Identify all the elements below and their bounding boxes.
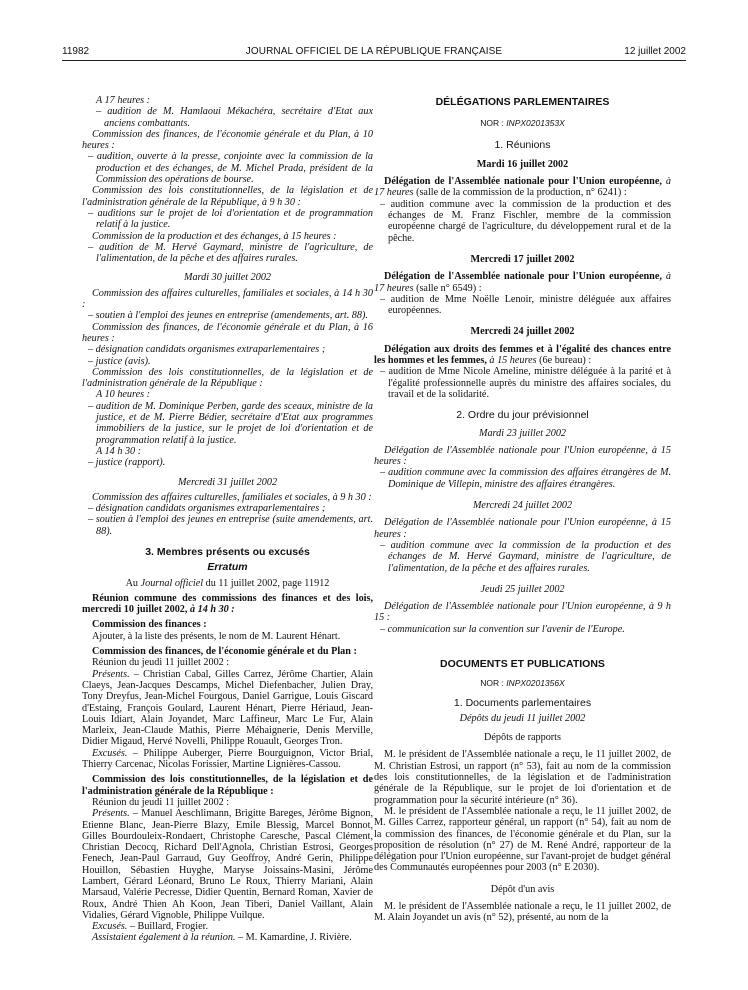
page-number: 11982 [62, 46, 90, 57]
agenda-item: – audition de M. Hervé Gaymard, ministre de l'agriculture, de l'alimentation, de la pêche et des affaires rurales. [88, 241, 373, 265]
delegation-heading: Délégation de l'Assemblée nationale pour l'Union européenne, à 17 heures (salle n° 6549) : [374, 271, 671, 294]
section-heading: 3. Membres présents ou excusés [145, 545, 310, 558]
agenda-item: – soutien à l'emploi des jeunes en entreprise (amendements, art. 88). [88, 310, 368, 322]
right-column [374, 95, 671, 924]
reunion-heading: Réunion commune des commissions des finances et des lois, mercredi 10 juillet 2002, à 14 h 30 : [82, 592, 373, 616]
commission-heading: Commission des affaires culturelles, familiales et sociales, à 9 h 30 : [92, 491, 372, 503]
commission-heading: Commission des lois constitutionnelles, de la législation et de l'administration générale de la République, à 9 h 30 : [82, 185, 373, 208]
commission-heading: Commission des finances : [92, 619, 207, 631]
delegation-heading: Délégation de l'Assemblée nationale pour l'Union européenne, à 15 heures : [374, 517, 671, 540]
agenda-item: – audition de M. Dominique Perben, garde des sceaux, ministre de la justice, et de M. Pierre Bédier, secrétaire d'Etat aux programmes immobiliers de la justice, sur le projet de loi d'orientation et de programmation relatif à la justice. [88, 400, 373, 446]
date-heading: Mercredi 24 juillet 2002 [472, 500, 573, 512]
agenda-item: – communication sur la convention sur l'avenir de l'Europe. [380, 623, 625, 635]
agenda-item: – désignation candidats organismes extraparlementaires ; [88, 503, 326, 515]
time-label: A 14 h 30 : [96, 445, 142, 457]
agenda-item: – audition commune avec la commission des affaires étrangères de M. Dominique de Villepin, ministre des affaires étrangères. [380, 467, 671, 490]
delegation-heading: Délégation de l'Assemblée nationale pour l'Union européenne, à 9 h 15 : [374, 601, 671, 624]
excused-list: Excusés. – Philippe Auberger, Pierre Bourguignon, Victor Brial, Thierry Carcenac, Nicolas Forissier, Martine Lignières-Cassou. [82, 747, 373, 771]
section-heading: 1. Documents parlementaires [453, 696, 592, 709]
erratum-heading: Erratum [207, 561, 248, 574]
delegation-heading: Délégation de l'Assemblée nationale pour l'Union européenne, à 15 heures : [374, 444, 671, 468]
date-heading: Mercredi 24 juillet 2002 [470, 326, 575, 338]
section-title: DOCUMENTS ET PUBLICATIONS [440, 657, 605, 670]
date-heading: Mardi 16 juillet 2002 [476, 158, 569, 170]
issue-date: 12 juillet 2002 [624, 46, 686, 57]
agenda-item: – désignation candidats organismes extraparlementaires ; [88, 344, 326, 356]
agenda-item: – justice (rapport). [88, 457, 166, 469]
agenda-item: – audition commune avec la commission de la production et des échanges de M. Hervé Gaymard, ministre de l'agriculture, de l'alimentation, de la pêche et des affaires rurales. [380, 539, 671, 574]
journal-title: JOURNAL OFFICIEL DE LA RÉPUBLIQUE FRANÇAISE [245, 46, 503, 57]
commission-heading: Commission des finances, de l'économie générale et du Plan, à 16 heures : [82, 321, 373, 344]
agenda-item: – audition, ouverte à la presse, conjointe avec la commission de la production et des échanges, de M. Michel Prada, président de la Commission des opérations de bourse. [88, 151, 373, 186]
date-heading: Jeudi 25 juillet 2002 [480, 583, 565, 595]
present-list: Présents. – Christian Cabal, Gilles Carrez, Jérôme Chartier, Alain Claeys, Jean-Jacques Descamps, Michel Diefenbacher, Julien Dray, Tony Dreyfus, Jean-Michel Fourgous, Daniel Garrigue, Louis Giscard d'Estaing, François Goulard, Laurent Hénart, Pierre Hériaud, Jean-Louis Idiart, Alain Joyandet, Marc Laffineur, Marc Le Fur, Alain Marleix, Jean-Claude Mathis, Pierre Méhaignerie, Denis Merville, Didier Migaud, Hervé Novelli, Philippe Rouault, Georges Tron. [82, 668, 373, 748]
time-label: A 17 heures : [96, 95, 151, 106]
commission-heading: Commission des affaires culturelles, familiales et sociales, à 14 h 30 : [82, 287, 373, 311]
reunion-date: Réunion du jeudi 11 juillet 2002 : [92, 796, 230, 808]
section-heading: 2. Ordre du jour prévisionnel [456, 409, 589, 422]
agenda-item: – soutien à l'emploi des jeunes en entreprise (suite amendements, art. 88). [88, 514, 373, 537]
agenda-item: – audition de Mme Noëlle Lenoir, ministre déléguée aux affaires européennes. [380, 293, 671, 317]
commission-heading: Commission des lois constitutionnelles, de la législation et de l'administration générale de la République : [82, 366, 373, 390]
commission-heading: Commission des finances, de l'économie générale et du Plan : [92, 646, 357, 658]
agenda-item: – auditions sur le projet de loi d'orientation et de programmation relatif à la justice. [88, 207, 373, 231]
agenda-item: – audition commune avec la commission de la production et des échanges de M. Franz Fischler, membre de la commission européenne chargé de l'agriculture, du développement rural et de la pêche. [380, 198, 671, 244]
subheading: Dépôts de rapports [484, 732, 561, 744]
body-text: Ajouter, à la liste des présents, le nom de M. Laurent Hénart. [92, 630, 341, 642]
commission-heading: Commission des finances, de l'économie générale et du Plan, à 10 heures : [82, 128, 373, 152]
agenda-item: – audition de Mme Nicole Ameline, ministre déléguée à la parité et à l'égalité professionnelle auprès du ministre des affaires sociales, du travail et de la solidarité. [380, 366, 671, 400]
commission-heading: Commission de la production et des échanges, à 15 heures : [92, 230, 337, 242]
delegation-heading: Délégation aux droits des femmes et à l'égalité des chances entre les hommes et les femmes, à 15 heures (6e bureau) : [374, 343, 671, 367]
agenda-item: – justice (avis). [88, 355, 151, 367]
body-paragraph: M. le président de l'Assemblée nationale a reçu, le 11 juillet 2002, de M. Gilles Carrez, rapporteur général, un rapport (n° 54), fait au nom de la commission des finances, de l'économie générale et du Plan, sur la proposition de résolution (n° 27) de M. René André, rapporteur de la délégation pour l'Union européenne, sur l'avant-projet de budget général des Communautés européennes pour 2003 (n° E 2030). [374, 805, 671, 874]
reunion-date: Réunion du jeudi 11 juillet 2002 : [92, 657, 230, 669]
erratum-reference: Au Journal officiel du 11 juillet 2002, page 11912 [125, 577, 330, 589]
nor-reference: NOR : INPX0201353X [480, 118, 565, 129]
attendees-list: Assistaient également à la réunion. – M. Kamardine, J. Rivière. [92, 932, 352, 944]
left-column [82, 95, 373, 944]
date-heading: Mercredi 31 juillet 2002 [177, 476, 278, 488]
date-heading: Mardi 30 juillet 2002 [183, 272, 272, 284]
subheading: Dépôt d'un avis [490, 883, 555, 895]
commission-heading: Commission des lois constitutionnelles, de la législation et de l'administration générale de la République : [82, 774, 373, 797]
time-label: A 10 heures : [96, 389, 151, 401]
body-paragraph: M. le président de l'Assemblée nationale a reçu, le 11 juillet 2002, de M. Alain Joyandet un avis (n° 52), présenté, au nom de la [374, 901, 671, 924]
excused-list: Excusés. – Buillard, Frogier. [92, 921, 209, 933]
section-heading: 1. Réunions [494, 138, 551, 151]
date-heading: Dépôts du jeudi 11 juillet 2002 [459, 712, 586, 724]
agenda-item: – audition de M. Hamlaoui Mékachéra, secrétaire d'Etat aux anciens combattants. [96, 106, 373, 129]
section-title: DÉLÉGATIONS PARLEMENTAIRES [435, 96, 610, 108]
body-paragraph: M. le président de l'Assemblée nationale a reçu, le 11 juillet 2002, de M. Christian Estrosi, un rapport (n° 53), fait au nom de la commission des lois constitutionnelles, de la législation et de l'administration générale de la République, sur le projet de loi d'orientation et de programmation pour la sécurité intérieure (n° 36). [374, 749, 671, 806]
date-heading: Mercredi 17 juillet 2002 [470, 253, 575, 265]
delegation-heading: Délégation de l'Assemblée nationale pour l'Union européenne, à 17 heures (salle de la commission de la production, n° 6241) : [374, 176, 671, 199]
present-list: Présents. – Manuel Aeschlimann, Brigitte Bareges, Jérôme Bignon, Etienne Blanc, Jean-Pierre Blazy, Emile Blessig, Marcel Bonnot, Gilles Bourdouleix-Rondaert, Christophe Caresche, Pascal Clément, Christian Decocq, Richard Dell'Agnola, Christian Estrosi, Georges Fenech, Jean-Paul Garraud, Guy Geoffroy, André Gerin, Philippe Houillon, Sébastien Huyghe, Maryse Joissains-Masini, Jérôme Lambert, Gérard Léonard, Bruno Le Roux, Thierry Mariani, Alain Marsaud, Valérie Pecresse, Didier Quentin, Bernard Roman, Xavier de Roux, André Thien Ah Koon, Jean Tiberi, Daniel Vaillant, Alain Vidalies, Gérard Vignoble, Philippe Vuilque. [82, 808, 373, 921]
date-heading: Mardi 23 juillet 2002 [478, 427, 567, 439]
nor-reference: NOR : INPX0201356X [480, 678, 565, 689]
page-header [62, 45, 686, 61]
